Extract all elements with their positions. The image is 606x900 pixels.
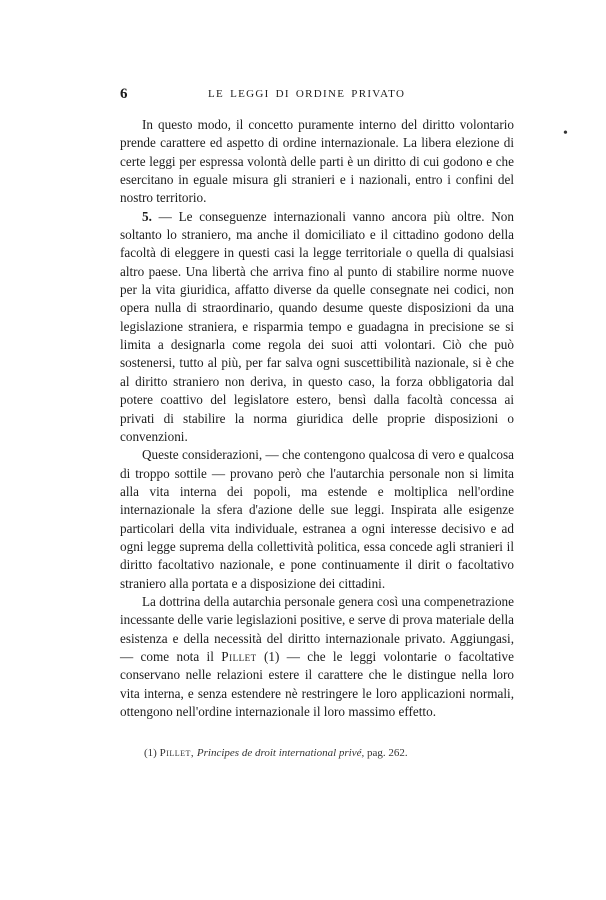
page-number: 6	[120, 86, 128, 102]
paragraph: Queste considerazioni, — che contengono qualcosa di vero e qualcosa di troppo sottile — provano però che l'autarchia personale non si limita alla vita interna dei popoli, ma estende e moltiplica nell'ordine internazionale la sfera d'azione delle sue leggi. Inspirata alle esigenze particolari della vita individuale, estranea a ogni interesse decisivo e ad ogni legge suprema della collettività politica, essa concede agli stranieri il diritto facoltativo nazionale, e pone continuamente il dirit o facoltativo straniero alla portata e a disposizione dei cittadini.	[120, 447, 514, 591]
footnote-page-ref: pag. 262.	[367, 747, 408, 759]
paragraph-text: (1) — che le leggi volontarie o facoltative conservano nelle relazioni estere il carattere che le distingue nella loro vita interna, e senza estendere nè restringere le loro applicazioni normali, ottengono nell'ordine internazionale il loro massimo effetto.	[120, 648, 514, 719]
paragraph-section-5	[120, 208, 514, 446]
author-name: Pillet	[221, 648, 257, 664]
body-text	[120, 116, 514, 721]
footnote-marker: (1)	[144, 747, 157, 759]
running-head: LE LEGGI DI ORDINE PRIVATO	[208, 88, 406, 100]
section-number: 5.	[142, 208, 152, 224]
paragraph-text: La dottrina della autarchia personale genera così una compenetrazione incessante delle varie legislazioni positive, e serve di prova materiale della esistenza e della necessità del diritto internazionale privato. Aggiungasi, — come nota il	[120, 593, 514, 664]
paragraph-text: — Le conseguenze internazionali vanno ancora più oltre. Non soltanto lo straniero, ma anche il domiciliato e il cittadino godono della facoltà di eleggere in questi casi la legge territoriale o quella di qualsiasi altro paese. Una libertà che arriva fino al punto di stabilire norme nuove per la vita giuridica, affatto diverse da quelle consegnate nei codici, non opera nulla di straordinario, quando desume queste disposizioni da una legislazione straniera, e risparmia tempo e guadagna in precisione se si limita a designarla come regola dei suoi atti volontari. Ciò che può sostenersi, tutto al più, per far salva ogni suscettibilità nazionale, si è che al diritto straniero non deriva, in questo caso, la forza obbligatoria dal potere coattivo del legislatore estero, bensì dalla facoltà concessa ai privati di stabilire la norma giuridica delle proprie disposizioni o convenzioni.	[120, 208, 514, 444]
footnote-author: Pillet,	[159, 747, 195, 759]
footnote	[144, 746, 514, 760]
margin-dot-mark: •	[563, 126, 568, 141]
paragraph: In questo modo, il concetto puramente interno del diritto volontario prende carattere ed aspetto di ordine internazionale. La libera elezione di certe leggi per espressa volontà delle parti è un diritto di cui godono e che esercitano in eguale misura gli stranieri e i nazionali, entro i confini del nostro territorio.	[120, 117, 514, 206]
footnote-title: Principes de droit international privé,	[196, 747, 365, 759]
page-header	[120, 86, 512, 106]
paragraph	[120, 593, 514, 721]
